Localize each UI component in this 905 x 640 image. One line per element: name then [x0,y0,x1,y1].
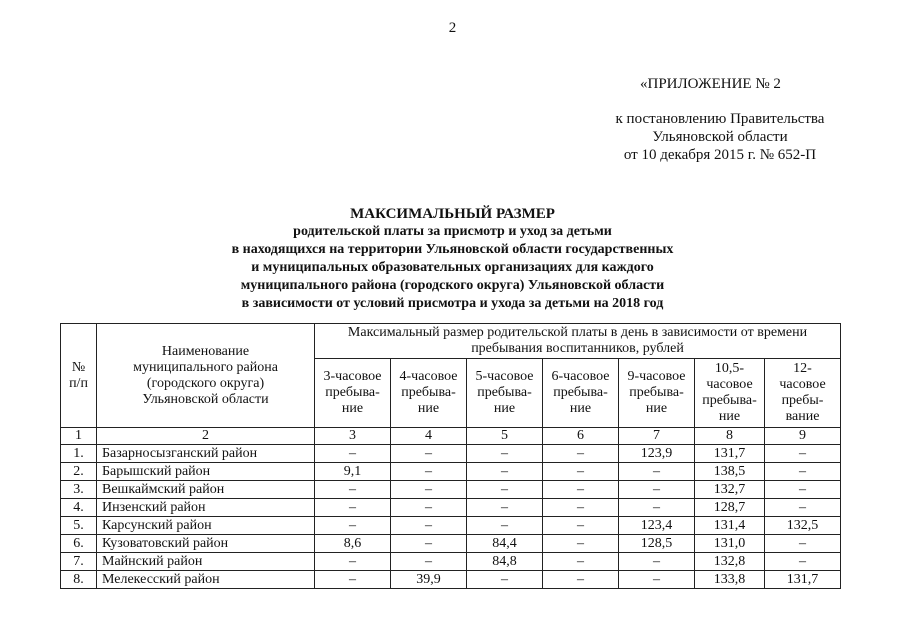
fee-value: – [765,553,841,571]
fee-value: 128,5 [619,535,695,553]
district-name: Инзенский район [97,499,315,517]
fee-value: – [543,445,619,463]
row-number: 7. [61,553,97,571]
header-duration-5: 9-часовое пребыва- ние [619,359,695,428]
fee-value: – [467,445,543,463]
table-row [61,481,841,499]
fee-value: 132,8 [695,553,765,571]
column-number: 3 [315,428,391,445]
heading-main: МАКСИМАЛЬНЫЙ РАЗМЕР [350,206,555,222]
column-number: 2 [97,428,315,445]
fee-value: – [315,481,391,499]
fee-value: – [467,499,543,517]
row-number: 5. [61,517,97,535]
row-number: 4. [61,499,97,517]
heading-line: муниципального района (городского округа) Ульяновской области [240,278,665,293]
district-name: Майнский район [97,553,315,571]
fee-value: 9,1 [315,463,391,481]
fee-value: – [543,481,619,499]
fee-value: – [391,553,467,571]
fee-value: 123,4 [619,517,695,535]
fee-value: 84,8 [467,553,543,571]
resolution-ref-line: от 10 декабря 2015 г. № 652-П [623,147,817,163]
table-body [61,428,841,589]
column-number: 7 [619,428,695,445]
fee-value: 133,8 [695,571,765,589]
row-number: 8. [61,571,97,589]
fee-value: – [543,553,619,571]
heading-line: и муниципальных образовательных организациях для каждого [251,260,654,275]
fee-value: 39,9 [391,571,467,589]
fee-value: – [765,463,841,481]
fee-value: 132,7 [695,481,765,499]
fee-value: – [543,517,619,535]
table-row [61,553,841,571]
fee-value: – [467,463,543,481]
fee-value: – [391,517,467,535]
appendix-title: «ПРИЛОЖЕНИЕ № 2 [640,76,781,92]
table-row [61,463,841,481]
district-name: Барышский район [97,463,315,481]
fee-value: – [619,481,695,499]
fee-value: – [765,499,841,517]
fee-value: – [315,445,391,463]
column-number: 4 [391,428,467,445]
fee-value: – [315,517,391,535]
fee-value: – [543,463,619,481]
header-duration-4: 6-часовое пребыва- ние [543,359,619,428]
fee-value: 131,4 [695,517,765,535]
district-name: Кузоватовский район [97,535,315,553]
district-name: Мелекесский район [97,571,315,589]
district-name: Базарносызганский район [97,445,315,463]
fee-value: 132,5 [765,517,841,535]
fee-value: – [391,463,467,481]
fee-value: – [467,481,543,499]
header-duration-7: 12- часовое пребы- вание [765,359,841,428]
resolution-reference [560,110,880,164]
column-number: 8 [695,428,765,445]
fee-value: 8,6 [315,535,391,553]
fee-value: 84,4 [467,535,543,553]
fee-value: – [619,553,695,571]
resolution-ref-line: Ульяновской области [652,129,788,145]
fee-value: – [765,481,841,499]
fee-value: – [467,517,543,535]
fee-value: – [619,463,695,481]
fee-value: – [619,499,695,517]
table-row [61,517,841,535]
column-number: 6 [543,428,619,445]
fee-value: – [543,535,619,553]
fee-value: – [391,445,467,463]
fee-value: 131,7 [695,445,765,463]
fee-value: – [765,445,841,463]
fee-value: – [391,481,467,499]
header-number: № п/п [61,324,97,428]
fee-value: – [543,499,619,517]
fee-value: – [467,571,543,589]
header-duration-3: 5-часовое пребыва- ние [467,359,543,428]
table-row [61,535,841,553]
table-row [61,445,841,463]
fee-value: – [315,499,391,517]
column-number: 1 [61,428,97,445]
row-number: 6. [61,535,97,553]
page-number: 2 [448,20,457,36]
column-number-row [61,428,841,445]
fee-value: – [391,535,467,553]
fee-value: – [315,571,391,589]
fee-value: – [391,499,467,517]
row-number: 1. [61,445,97,463]
header-fee-group: Максимальный размер родительской платы в день в зависимости от времени пребывания воспитанников, рублей [315,324,841,359]
header-district-name: Наименование муниципального района (городского округа) Ульяновской области [97,324,315,428]
table-row [61,499,841,517]
district-name: Карсунский район [97,517,315,535]
row-number: 2. [61,463,97,481]
district-name: Вешкаймский район [97,481,315,499]
fee-value: 123,9 [619,445,695,463]
fee-value: – [315,553,391,571]
header-duration-1: 3-часовое пребыва- ние [315,359,391,428]
fee-value: 131,0 [695,535,765,553]
document-heading [50,205,855,313]
column-number: 9 [765,428,841,445]
heading-line: в находящихся на территории Ульяновской области государственных [231,242,674,257]
table-row [61,571,841,589]
fee-value: 128,7 [695,499,765,517]
fee-value: – [765,535,841,553]
heading-line: в зависимости от условий присмотра и ухода за детьми на 2018 год [241,296,664,311]
parental-fee-table [60,323,841,589]
fee-value: 138,5 [695,463,765,481]
resolution-ref-line: к постановлению Правительства [615,111,825,127]
fee-value: 131,7 [765,571,841,589]
header-duration-6: 10,5- часовое пребыва- ние [695,359,765,428]
column-number: 5 [467,428,543,445]
row-number: 3. [61,481,97,499]
heading-line: родительской платы за присмотр и уход за детьми [293,224,612,239]
fee-value: – [619,571,695,589]
fee-value: – [543,571,619,589]
header-duration-2: 4-часовое пребыва- ние [391,359,467,428]
